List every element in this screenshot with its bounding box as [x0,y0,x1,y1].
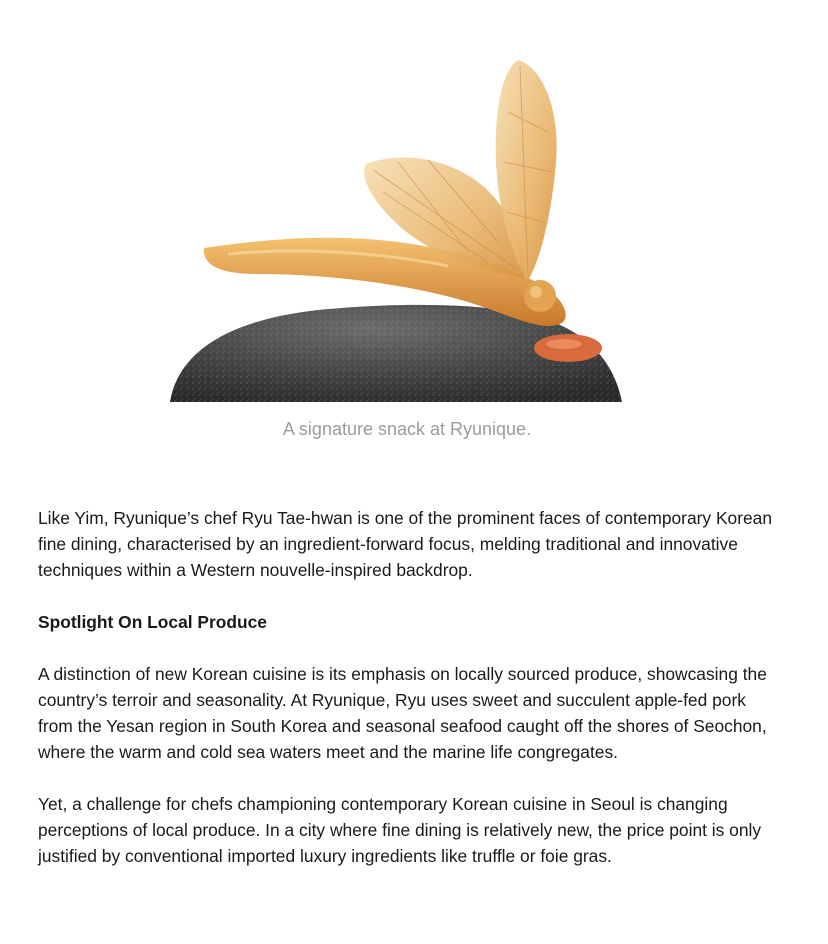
paragraph-intro: Like Yim, Ryunique’s chef Ryu Tae-hwan is one of the prominent faces of contemporary Korean fine dining, characterised by an ingredient-forward focus, melding traditional and innovative techniques within a Western nouvelle-inspired backdrop. [38,508,773,580]
article-figure [0,0,828,460]
figure-caption: A signature snack at Ryunique. [282,419,532,439]
paragraph-local-produce: A distinction of new Korean cuisine is its emphasis on locally sourced produce, showcasing the country’s terroir and seasonality. At Ryunique, Ryu uses sweet and succulent apple-fed pork from the Yesan region in South Korea and seasonal seafood caught off the shores of Seochon, where the warm and cold sea waters meet and the marine life congregates. [38,664,767,762]
section-heading: Spotlight On Local Produce [38,612,267,632]
dish-photo [168,52,624,404]
paragraph-challenge: Yet, a challenge for chefs championing contemporary Korean cuisine in Seoul is changing perceptions of local produce. In a city where fine dining is relatively new, the price point is only justified by conventional imported luxury ingredients like truffle or foie gras. [38,794,762,866]
article-body [38,505,778,895]
